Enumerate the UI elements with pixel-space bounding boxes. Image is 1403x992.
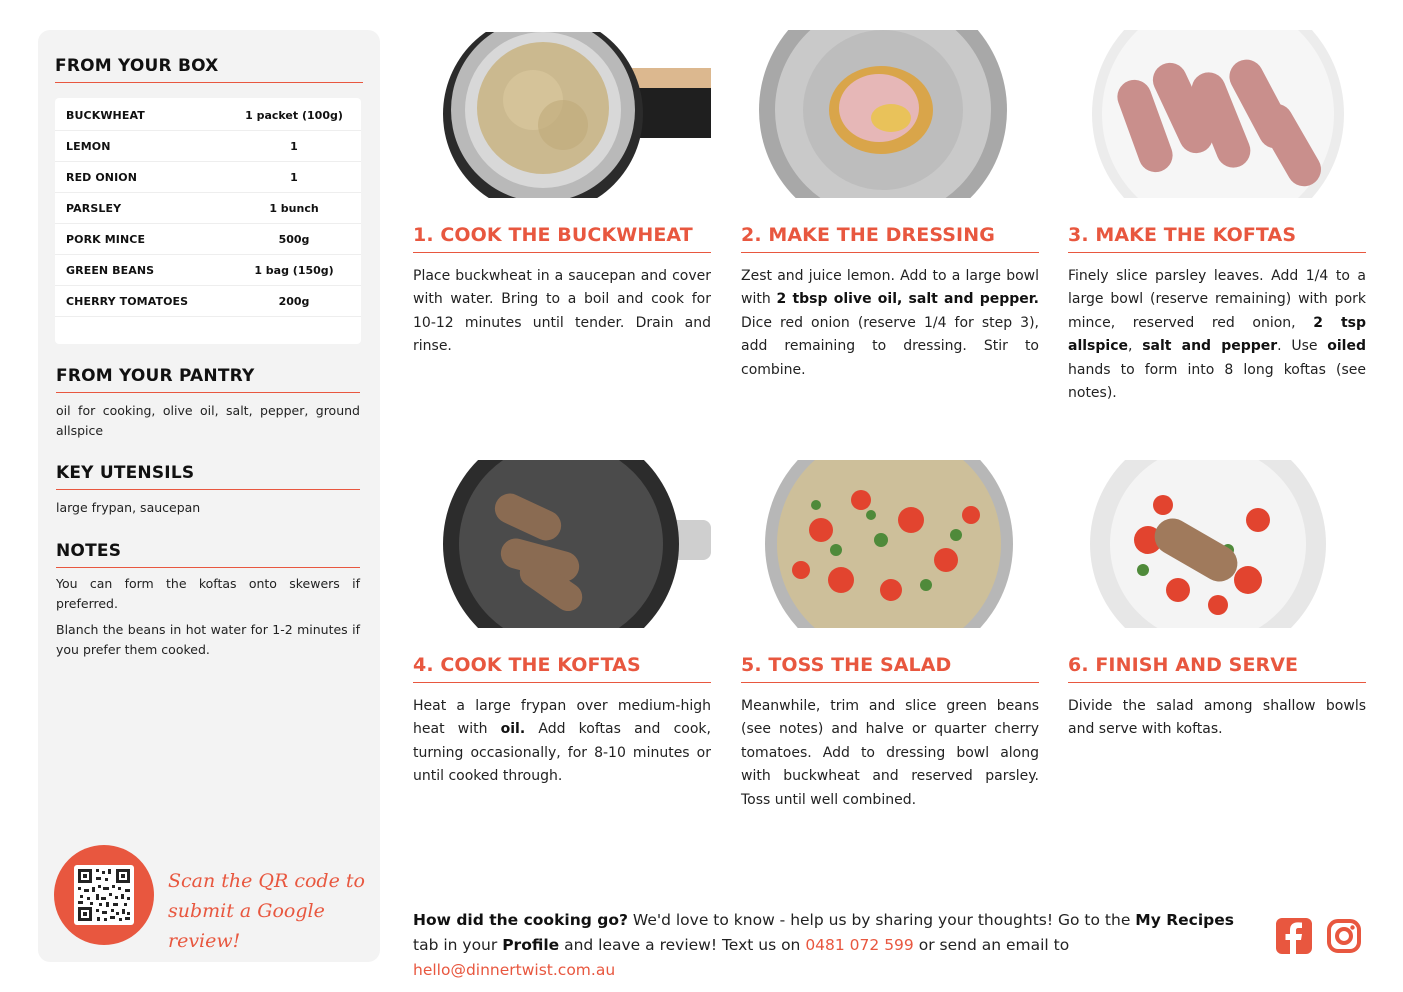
from-your-box-heading: FROM YOUR BOX xyxy=(55,56,363,83)
ingredient-qty: 1 xyxy=(290,139,298,153)
step-text-segment: Divide the salad among shallow bowls and serve with koftas. xyxy=(1068,698,1366,738)
step-title: 2. MAKE THE DRESSING xyxy=(741,224,1039,253)
step-text xyxy=(741,695,1039,812)
notes-section xyxy=(56,541,360,660)
ingredient-name: PARSLEY xyxy=(66,201,122,215)
step-text-segment: Finely slice parsley leaves. Add 1/4 to a large bowl (reserve remaining) with pork mince, reserved red onion, xyxy=(1068,268,1366,331)
step-text-bold: oil. xyxy=(500,721,526,738)
step-4 xyxy=(413,460,711,789)
step-title: 1. COOK THE BUCKWHEAT xyxy=(413,224,711,253)
raw-koftas-photo xyxy=(1068,30,1366,198)
step-text-segment: Zest and juice lemon. Add to a large bowl with xyxy=(741,268,1039,308)
frypan-koftas-photo xyxy=(413,460,711,628)
step-text-segment: hands to form into 8 long koftas (see notes). xyxy=(1068,361,1366,402)
ingredient-qty: 1 xyxy=(290,170,298,184)
note-item: You can form the koftas onto skewers if preferred. xyxy=(56,576,360,611)
ingredient-row xyxy=(55,100,361,131)
instagram-icon[interactable] xyxy=(1326,918,1362,954)
qr-caption xyxy=(168,866,380,956)
step-text xyxy=(413,695,711,789)
step-text-bold: salt and pepper xyxy=(1142,338,1278,355)
notes-heading: NOTES xyxy=(56,541,360,568)
footer-text: tab in your xyxy=(413,936,503,954)
step-text xyxy=(1068,695,1366,742)
step-text xyxy=(1068,265,1366,405)
ingredient-qty: 1 bunch xyxy=(269,201,319,215)
ingredient-row xyxy=(55,193,361,224)
facebook-icon[interactable] xyxy=(1276,918,1312,954)
step-1 xyxy=(413,30,711,359)
ingredient-row xyxy=(55,255,361,286)
served-dish-photo xyxy=(1068,460,1366,628)
ingredients-table xyxy=(55,98,361,344)
step-text-bold: 2 tbsp olive oil, salt and pepper. xyxy=(776,291,1039,308)
ingredient-name: CHERRY TOMATOES xyxy=(66,294,189,308)
ingredient-qty: 1 bag (150g) xyxy=(254,263,334,277)
utensils-heading: KEY UTENSILS xyxy=(56,463,360,490)
step-text xyxy=(741,265,1039,382)
pantry-heading: FROM YOUR PANTRY xyxy=(56,366,360,393)
step-text xyxy=(413,265,711,359)
footer-text: or send an email to xyxy=(913,936,1070,954)
buckwheat-saucepan-photo xyxy=(413,30,711,198)
step-text-bold: oiled xyxy=(1327,338,1366,355)
step-text-segment: Add koftas and cook, turning occasionally, for 8-10 minutes or until cooked through. xyxy=(413,721,711,785)
ingredient-name: BUCKWHEAT xyxy=(66,108,145,122)
ingredient-row xyxy=(55,131,361,162)
step-text-segment: Meanwhile, trim and slice green beans (see notes) and halve or quarter cherry tomatoes. Add to dressing bowl along with buckwheat and reserved parsley. Toss until well combined. xyxy=(741,698,1039,808)
footer-question: How did the cooking go? xyxy=(413,911,628,929)
step-text-segment: , xyxy=(1128,338,1143,355)
step-title: 4. COOK THE KOFTAS xyxy=(413,654,711,683)
my-recipes-link[interactable]: My Recipes xyxy=(1135,911,1234,929)
pantry-text: oil for cooking, olive oil, salt, pepper, ground allspice xyxy=(56,403,360,438)
ingredient-qty: 200g xyxy=(278,294,310,308)
ingredient-row xyxy=(55,162,361,193)
step-text-bold: 2 tsp allspice xyxy=(1068,314,1366,355)
step-5 xyxy=(741,460,1039,812)
profile-link[interactable]: Profile xyxy=(502,936,560,954)
qr-caption-line: Scan the QR code to xyxy=(168,870,365,892)
qr-caption-line: submit a Google review! xyxy=(168,900,325,952)
ingredient-name: PORK MINCE xyxy=(66,232,146,246)
pantry-section xyxy=(56,366,360,441)
utensils-section xyxy=(56,463,360,518)
step-text-segment: Dice red onion (reserve 1/4 for step 3), add remaining to dressing. Stir to combine. xyxy=(741,314,1039,378)
dressing-bowl-photo xyxy=(741,30,1039,198)
footer-text: and leave a review! Text us on xyxy=(559,936,806,954)
footer-text: We'd love to know - help us by sharing your thoughts! Go to the xyxy=(627,911,1136,929)
ingredient-row xyxy=(55,286,361,317)
review-footer xyxy=(413,908,1263,983)
ingredient-name: RED ONION xyxy=(66,170,138,184)
step-6 xyxy=(1068,460,1366,742)
tossed-salad-photo xyxy=(741,460,1039,628)
qr-badge[interactable] xyxy=(54,845,154,945)
step-title: 5. TOSS THE SALAD xyxy=(741,654,1039,683)
step-title: 3. MAKE THE KOFTAS xyxy=(1068,224,1366,253)
ingredient-qty: 1 packet (100g) xyxy=(245,108,343,122)
ingredient-name: GREEN BEANS xyxy=(66,263,155,277)
step-text-segment: . Use xyxy=(1277,338,1328,355)
email-link[interactable]: hello@dinnertwist.com.au xyxy=(413,961,616,979)
ingredient-row xyxy=(55,224,361,255)
utensils-text: large frypan, saucepan xyxy=(56,500,201,515)
ingredient-name: LEMON xyxy=(66,139,111,153)
sidebar xyxy=(38,30,380,962)
step-title: 6. FINISH AND SERVE xyxy=(1068,654,1366,683)
step-2 xyxy=(741,30,1039,382)
step-text-segment: Place buckwheat in a saucepan and cover with water. Bring to a boil and cook for 10-12 minutes until tender. Drain and rinse. xyxy=(413,268,711,355)
step-3 xyxy=(1068,30,1366,405)
note-item: Blanch the beans in hot water for 1-2 minutes if you prefer them cooked. xyxy=(56,622,360,657)
qr-code-icon[interactable] xyxy=(74,865,134,925)
phone-link[interactable]: 0481 072 599 xyxy=(805,936,914,954)
step-text-segment: Heat a large frypan over medium-high heat with xyxy=(413,698,711,738)
ingredient-qty: 500g xyxy=(278,232,310,246)
